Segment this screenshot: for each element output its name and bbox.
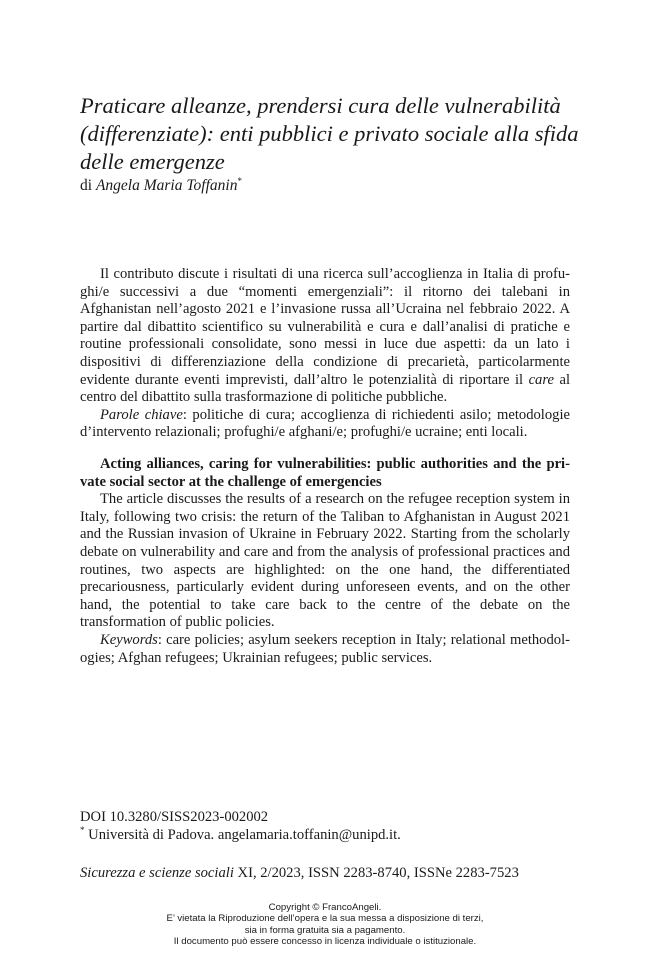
copyright-line: Copyright © FrancoAngeli. [268,902,382,913]
article-title: Praticare alleanze, prendersi cura delle vulnerabilità (differenziate): enti pubblici e privato sociale alla sfida delle emergenze [80,93,579,174]
care-term: care [528,371,554,388]
keywords-italian-text: : politiche di cura; accoglienza di richiedenti asilo; metodologie d’intervento relazionali; profughi/e afghani/e; profughi/e ucraine; enti locali. [80,406,570,441]
keywords-english [80,632,570,667]
doi: DOI 10.3280/SISS2023-002002 [80,809,269,825]
keywords-italian [80,407,570,442]
keywords-english-label: Keywords [100,631,158,648]
copyright-line: E’ vietata la Riproduzione dell’opera e la sua messa a disposizione di terzi, [166,913,484,925]
byline [80,176,580,196]
abstract-english [80,456,570,667]
copyright-line: sia in forma gratuita sia a pagamento. [244,924,406,936]
journal-citation [80,864,600,882]
abstract-italian-text-end: al centro del dibattito sulla trasformazione di politiche pubbliche. [80,371,570,406]
abstract-italian [80,266,570,442]
author-footnote-mark: * [237,175,242,186]
affiliation-footnote [80,826,570,844]
copyright-line: Il documento può essere concesso in licenza individuale o istituzionale. [173,936,477,948]
abstract-italian-body [80,266,570,407]
affiliation-text: Università di Padova. angelamaria.toffanin@unipd.it. [84,827,401,843]
keywords-english-text: : care policies; asylum seekers reception in Italy; relational methodologies; Afghan refugees; Ukrainian refugees; public services. [80,631,570,666]
english-title: Acting alliances, caring for vulnerabilities: public authorities and the private social sector at the challenge of emergencies [80,456,570,490]
byline-prefix: di [80,177,96,194]
journal-details: XI, 2/2023, ISSN 2283-8740, ISSNe 2283-7523 [233,865,519,881]
affiliation-mark: * [80,825,85,836]
abstract-italian-text: Il contributo discute i risultati di una ricerca sull’accoglienza in Italia di profughi/e successivi a due “momenti emergenziali”: il ritorno dei talebani in Afghanistan nell’agosto 2021 e l’invasione russa all’Ucraina nel febbraio 2022. A partire dal dibattito scientifico su vulnerabilità e cura e dall’analisi di pratiche e routine professionali consolidate, sono messi in luce due aspetti: da un lato i dispositivi di differenziazione della condizione di precarietà, particolarmente evidente durante eventi imprevisti, dall’altro le potenzialità di riportare il [80,266,570,388]
keywords-italian-label: Parole chiave [100,406,183,423]
abstract-english-body: The article discusses the results of a research on the refugee reception system in Italy, following two crisis: the return of the Taliban to Afghanistan in August 2021 and the Russian invasion of Ukraine in February 2022. Starting from the scholarly debate on vulnerability and care and from the analysis of professional practices and routines, two aspects are highlighted: on the one hand, the differentiated precariousness, particularly evident during unforeseen events, and on the other hand, the potential to take care back to the centre of the debate on the transformation of public policies. [80,491,570,631]
author-name: Angela Maria Toffanin [95,177,238,194]
journal-name: Sicurezza e scienze sociali [80,865,234,881]
copyright-notice [0,902,650,948]
